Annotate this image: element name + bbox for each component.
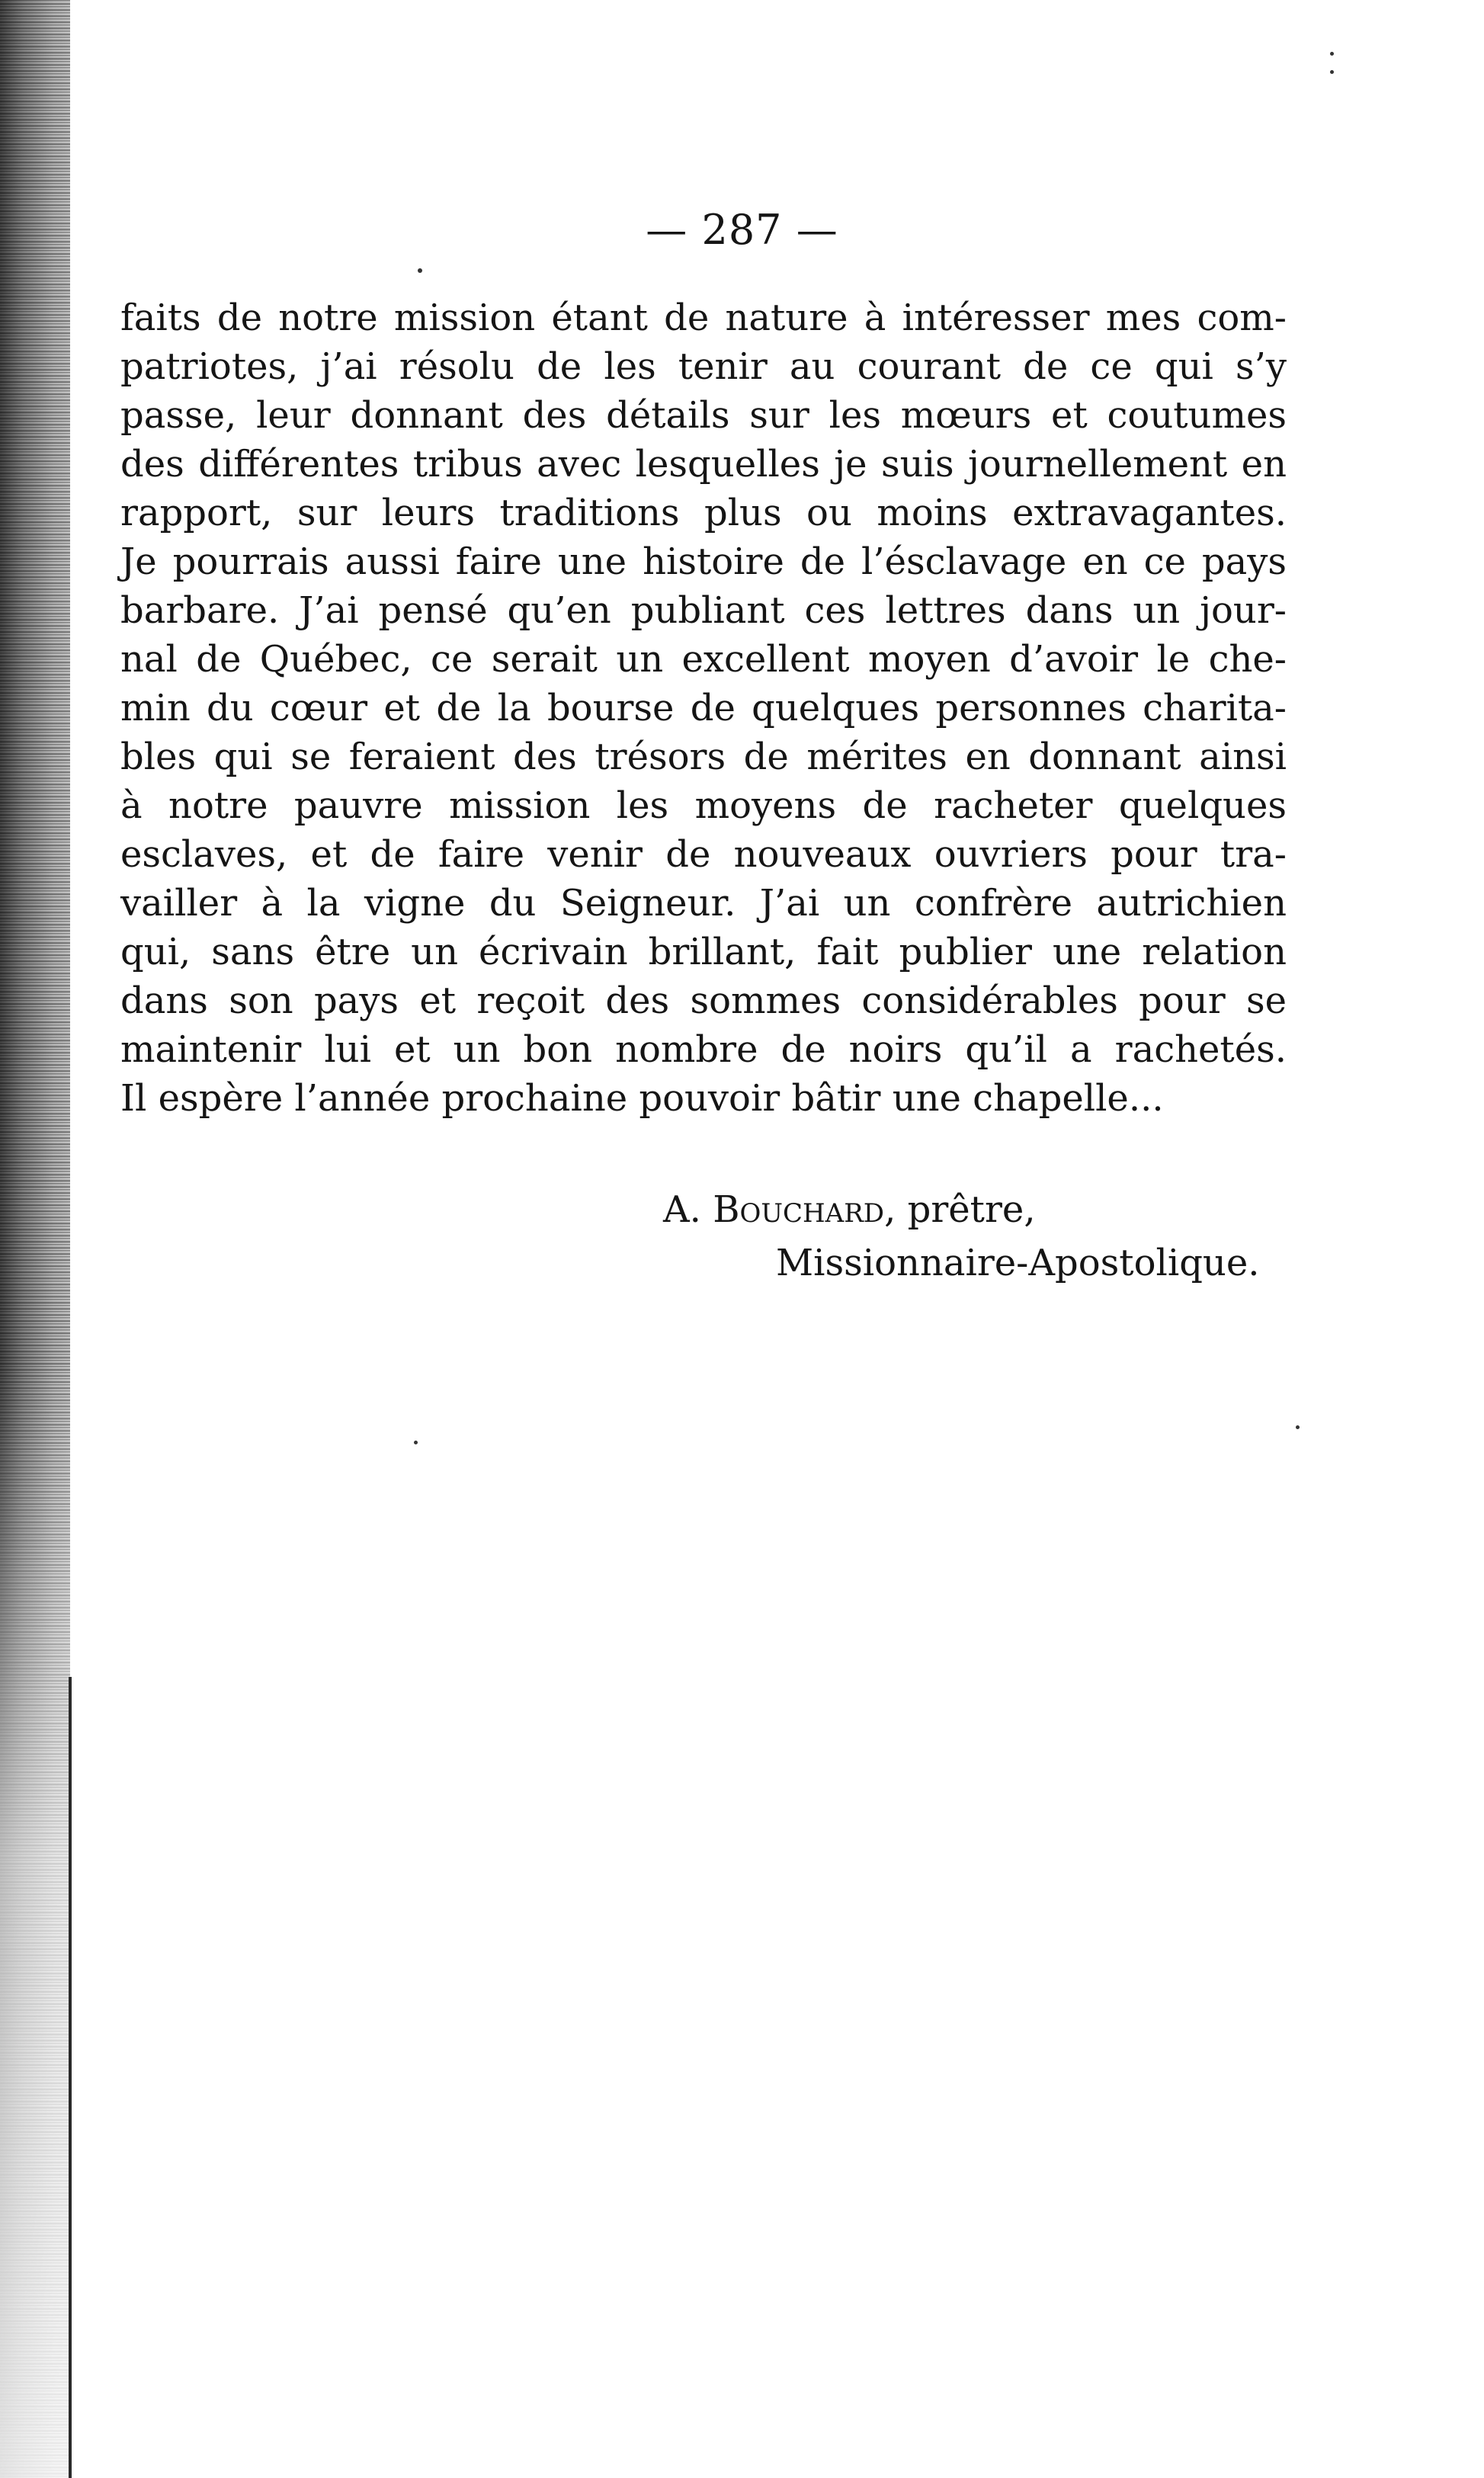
body-line: à notre pauvre mission les moyens de racheter quelques — [120, 784, 1287, 827]
body-line: bles qui se feraient des trésors de mérites en donnant ainsi — [120, 736, 1287, 778]
body-line: maintenir lui et un bon nombre de noirs qu’il a rachetés. — [120, 1028, 1287, 1071]
body-line: esclaves, et de faire venir de nouveaux ouvriers pour tra- — [120, 833, 1287, 876]
scan-speck — [1330, 52, 1334, 56]
signature-surname: Bouchard — [713, 1188, 885, 1231]
body-line: des différentes tribus avec lesquelles je suis journellement en — [120, 443, 1287, 486]
signature-initial: A. — [663, 1188, 701, 1231]
scan-binding-edge — [0, 0, 70, 2478]
scan-speck — [414, 1441, 418, 1444]
scan-binding-line — [69, 1677, 72, 2478]
body-line: dans son pays et reçoit des sommes considérables pour se — [120, 979, 1287, 1022]
letter-body — [120, 293, 1287, 1123]
scan-speck — [1296, 1425, 1300, 1429]
body-line: barbare. J’ai pensé qu’en publiant ces lettres dans un jour- — [120, 589, 1287, 632]
scan-speck — [418, 268, 422, 273]
body-line: faits de notre mission étant de nature à intéresser mes com- — [120, 297, 1287, 339]
body-line: patriotes, j’ai résolu de les tenir au courant de ce qui s’y — [120, 345, 1287, 388]
signature-title: Missionnaire-Apostolique. — [776, 1242, 1260, 1284]
body-line: passe, leur donnant des détails sur les mœurs et coutumes — [120, 394, 1287, 437]
scan-speck — [1330, 70, 1334, 74]
signature-name — [663, 1185, 1036, 1234]
body-line: min du cœur et de la bourse de quelques personnes charita- — [120, 687, 1287, 729]
body-line: Je pourrais aussi faire une histoire de l’ésclavage en ce pays — [120, 540, 1287, 583]
page-number: — 287 — — [646, 206, 838, 254]
body-line: nal de Québec, ce serait un excellent moyen d’avoir le che- — [120, 638, 1287, 681]
signature-suffix: , prêtre, — [884, 1188, 1036, 1231]
body-line-last: Il espère l’année prochaine pouvoir bâtir une chapelle... — [120, 1077, 1164, 1120]
body-line: qui, sans être un écrivain brillant, fait publier une relation — [120, 931, 1287, 973]
body-line: rapport, sur leurs traditions plus ou moins extravagantes. — [120, 492, 1287, 534]
body-line: vailler à la vigne du Seigneur. J’ai un confrère autrichien — [120, 882, 1287, 925]
